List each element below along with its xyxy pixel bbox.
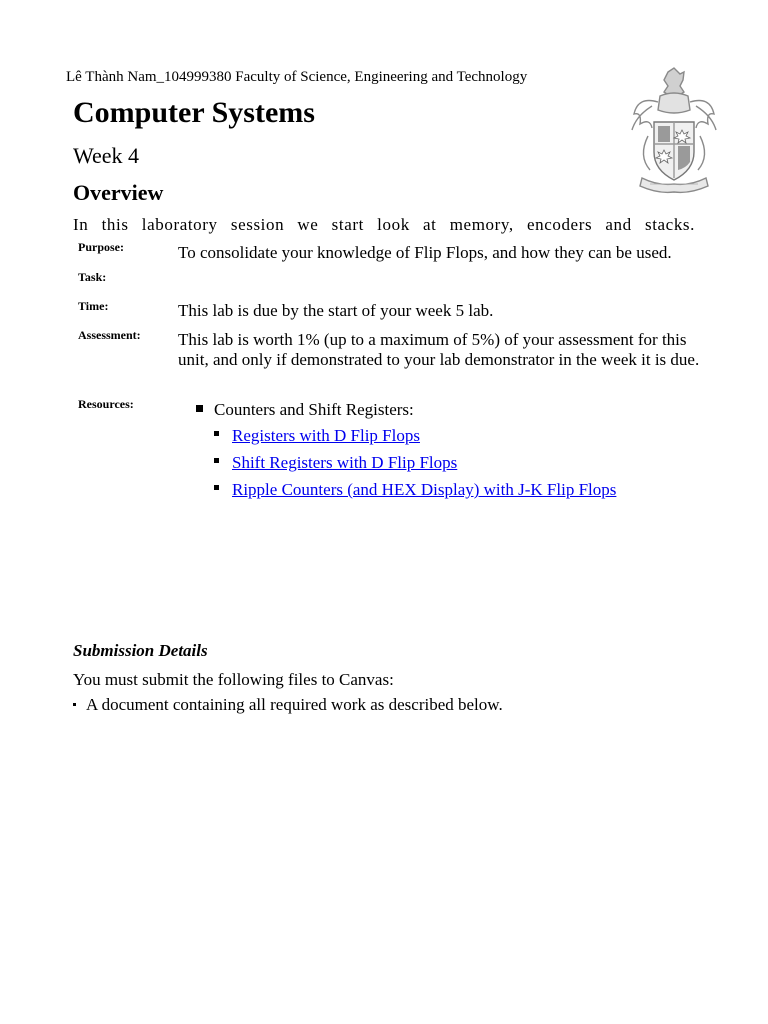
submission-list-item [73,695,503,715]
assessment-value: This lab is worth 1% (up to a maximum of 5%) of your assessment for this unit, and only if demonstrated to your lab demonstrator in the week it is due. [178,330,700,369]
resources-list-item [196,400,414,420]
link-ripple-counters-jk-flip-flops[interactable]: Ripple Counters (and HEX Display) with J-K Flip Flops [232,480,617,499]
time-value: This lab is due by the start of your week 5 lab. [178,301,494,320]
square-bullet-icon [196,405,203,412]
link-shift-registers-d-flip-flops[interactable]: Shift Registers with D Flip Flops [232,453,458,472]
university-crest-icon [628,66,720,216]
week-subtitle: Week 4 [73,143,140,168]
submission-text: You must submit the following files to Canvas: [73,670,394,689]
task-label: Task: [78,270,107,284]
dot-bullet-icon [73,703,76,706]
submission-item-text: A document containing all required work as described below. [86,695,503,714]
resources-heading: Counters and Shift Registers: [214,400,414,419]
resource-link-item [214,426,420,446]
purpose-label: Purpose: [78,240,124,254]
square-bullet-icon [214,485,219,490]
page-title: Computer Systems [73,96,315,129]
resources-label: Resources: [78,397,134,411]
overview-text: In this laboratory session we start look at memory, encoders and stacks. [73,215,695,234]
document-header: Lê Thành Nam_104999380 Faculty of Science, Engineering and Technology [66,69,528,85]
link-registers-d-flip-flops[interactable]: Registers with D Flip Flops [232,426,420,445]
submission-heading: Submission Details [73,641,208,660]
overview-heading: Overview [73,180,164,205]
square-bullet-icon [214,431,219,436]
time-label: Time: [78,299,109,313]
resource-link-item [214,453,457,473]
assessment-label: Assessment: [78,328,141,342]
purpose-value: To consolidate your knowledge of Flip Flops, and how they can be used. [178,243,672,262]
resource-link-item [214,480,616,500]
square-bullet-icon [214,458,219,463]
